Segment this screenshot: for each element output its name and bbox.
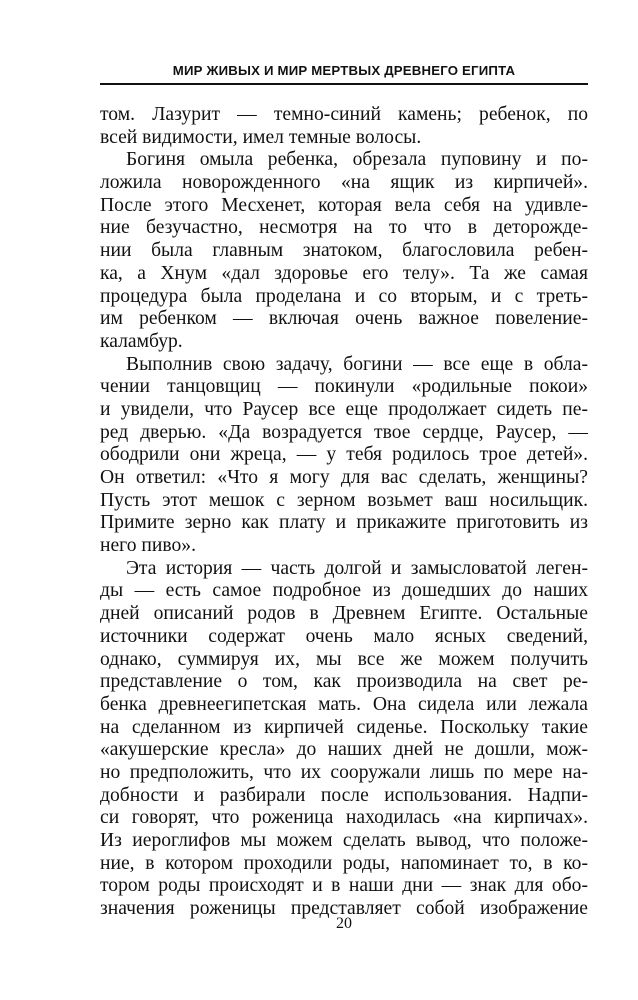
text-line: добности и разбирали после использования. Надпи- bbox=[100, 784, 588, 806]
text-line: им ребенком — включая очень важное повеление- bbox=[100, 308, 588, 330]
text-line: однако, суммируя их, мы все же можем получить bbox=[100, 648, 588, 670]
text-line: процедура была проделана и со вторым, и с треть- bbox=[100, 285, 588, 307]
text-line: ние, в котором проходили роды, напоминает то, в ко- bbox=[100, 852, 588, 874]
text-line: чении танцовщиц — покинули «родильные покои» bbox=[100, 376, 588, 398]
text-line: Из иероглифов мы можем сделать вывод, что положе- bbox=[100, 830, 588, 851]
text-line: Выполнив свою задачу, богини — все еще в обла- bbox=[126, 353, 588, 375]
text-line: всей видимости, имел темные волосы. bbox=[100, 126, 422, 148]
text-line: Он ответил: «Что я могу для вас сделать, женщины? bbox=[100, 467, 588, 488]
text-line: на сделанном из кирпичей сиденье. Поскольку такие bbox=[100, 716, 588, 738]
text-line: ды — есть самое подробное из дошедших до наших bbox=[100, 580, 588, 602]
body-text bbox=[100, 104, 588, 921]
page-number: 20 bbox=[336, 915, 352, 932]
text-line: представление о том, как производила на свет ре- bbox=[100, 671, 588, 693]
text-line: ка, а Хнум «дал здоровье его телу». Та же самая bbox=[100, 262, 588, 284]
text-line: источники содержат очень мало ясных сведений, bbox=[100, 625, 588, 647]
text-line: но предположить, что их сооружали лишь по мере на- bbox=[100, 761, 588, 783]
text-line: ободрили они жреца, — у тебя родилось трое детей». bbox=[100, 444, 588, 466]
text-line: Богиня омыла ребенка, обрезала пуповину и по- bbox=[126, 149, 588, 171]
text-line: каламбур. bbox=[100, 330, 183, 352]
text-line: него пиво». bbox=[100, 535, 197, 557]
text-line: ред дверью. «Да возрадуется твое сердце, Раусер, — bbox=[100, 421, 588, 443]
text-line: Эта история — часть долгой и замысловатой леген- bbox=[126, 557, 588, 579]
text-line: си говорят, что роженица находилась «на кирпичах». bbox=[100, 807, 588, 829]
header-rule bbox=[100, 83, 588, 85]
text-line: бенка древнеегипетская мать. Она сидела или лежала bbox=[100, 693, 588, 715]
text-line: ние безучастно, несмотря на то что в деторожде- bbox=[100, 217, 588, 239]
text-line: нии была главным знатоком, благословила ребен- bbox=[100, 240, 588, 262]
text-line: тором роды происходят и в наши дни — знак для обо- bbox=[100, 875, 588, 897]
text-line: Примите зерно как плату и прикажите приготовить из bbox=[100, 512, 588, 534]
text-line: значения роженицы представляет собой изображение bbox=[100, 898, 588, 920]
text-line: «акушерские кресла» до наших дней не дошли, мож- bbox=[100, 739, 588, 761]
text-line: Пусть этот мешок с зерном возьмет ваш носильщик. bbox=[100, 489, 588, 511]
text-line: том. Лазурит — темно-синий камень; ребенок, по bbox=[100, 104, 588, 125]
text-line: и увидели, что Раусер все еще продолжает сидеть пе- bbox=[100, 398, 588, 420]
text-line: ложила новорожденного «на ящик из кирпичей». bbox=[100, 172, 588, 194]
text-line: После этого Месхенет, которая вела себя на удивле- bbox=[100, 194, 588, 216]
running-head: МИР ЖИВЫХ И МИР МЕРТВЫХ ДРЕВНЕГО ЕГИПТА bbox=[172, 63, 516, 78]
text-line: дней описаний родов в Древнем Египте. Остальные bbox=[100, 603, 588, 625]
